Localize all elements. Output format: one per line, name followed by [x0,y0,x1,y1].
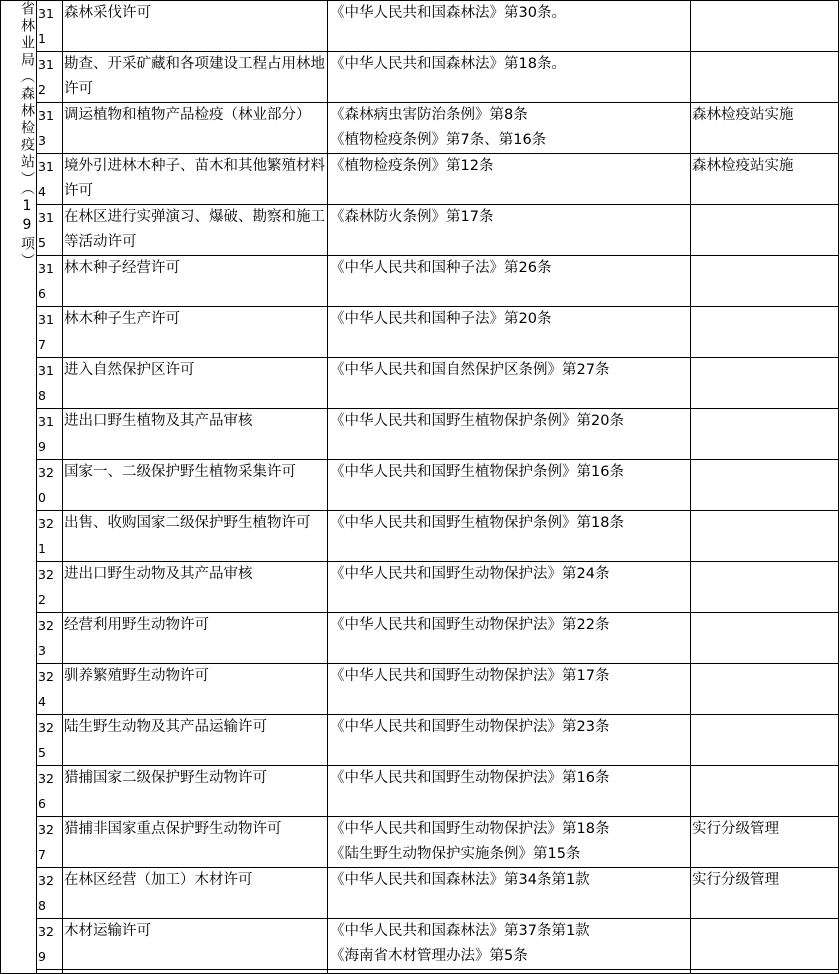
table-row [1,409,839,460]
item-name: 猎捕非国家重点保护野生动物许可 [63,817,328,868]
legal-basis-line: 《中华人民共和国森林法》第37条第1款 [330,923,590,939]
item-name: 驯养繁殖野生动物许可 [63,664,328,715]
table-row [1,766,839,817]
item-name: 进出口野生植物及其产品审核 [63,409,328,460]
note-cell [691,52,839,103]
item-number: 315 [37,205,63,256]
item-number: 320 [37,460,63,511]
note-cell [691,511,839,562]
legal-basis-cell [328,613,691,664]
department-label: 省林业局（森林检疫站）（19项） [19,1,35,270]
table-row [1,511,839,562]
note-cell [691,919,839,970]
legal-basis-cell [328,868,691,919]
item-name: 进入自然保护区许可 [63,358,328,409]
note-cell [691,460,839,511]
item-number: 318 [37,358,63,409]
empty-cell [328,970,691,974]
legal-basis-line: 《森林病虫害防治条例》第8条 [330,107,528,123]
legal-basis-cell [328,52,691,103]
note-cell [691,205,839,256]
legal-basis-line: 《陆生野生动物保护实施条例》第15条 [330,846,581,862]
item-number: 328 [37,868,63,919]
item-name: 出售、收购国家二级保护野生植物许可 [63,511,328,562]
legal-basis-line: 《海南省木材管理办法》第5条 [330,948,528,964]
legal-basis-cell [328,103,691,154]
note-cell [691,307,839,358]
item-name: 进出口野生动物及其产品审核 [63,562,328,613]
empty-cell [63,970,328,974]
item-number: 317 [37,307,63,358]
table-row [1,52,839,103]
note-cell [691,256,839,307]
legal-basis-line: 《中华人民共和国自然保护区条例》第27条 [330,362,610,378]
note-cell [691,358,839,409]
table-row [1,1,839,52]
legal-basis-line: 《中华人民共和国野生动物保护法》第23条 [330,719,610,735]
table-row [1,205,839,256]
item-name: 木材运输许可 [63,919,328,970]
legal-basis-line: 《中华人民共和国野生植物保护条例》第20条 [330,413,624,429]
note-cell: 森林检疫站实施 [691,154,839,205]
legal-basis-cell [328,409,691,460]
note-cell [691,766,839,817]
legal-basis-line: 《中华人民共和国野生动物保护法》第18条 [330,821,610,837]
item-number: 329 [37,919,63,970]
item-number: 321 [37,511,63,562]
legal-basis-line: 《中华人民共和国野生动物保护法》第16条 [330,770,610,786]
item-number: 324 [37,664,63,715]
legal-basis-line: 《中华人民共和国野生植物保护条例》第16条 [330,464,624,480]
legal-basis-cell [328,358,691,409]
item-number: 322 [37,562,63,613]
note-cell: 森林检疫站实施 [691,103,839,154]
table-row [1,307,839,358]
item-number: 323 [37,613,63,664]
legal-basis-line: 《植物检疫条例》第7条、第16条 [330,132,547,148]
item-name: 境外引进林木种子、苗木和其他繁殖材料许可 [63,154,328,205]
item-number: 326 [37,766,63,817]
legal-basis-cell [328,664,691,715]
table-row [1,154,839,205]
legal-basis-line: 《中华人民共和国种子法》第26条 [330,260,552,276]
legal-basis-cell [328,511,691,562]
legal-basis-cell [328,205,691,256]
legal-basis-cell [328,562,691,613]
table-body [1,1,839,974]
legal-basis-cell [328,817,691,868]
legal-basis-cell [328,460,691,511]
note-cell: 实行分级管理 [691,868,839,919]
legal-basis-cell [328,715,691,766]
item-name: 勘查、开采矿藏和各项建设工程占用林地许可 [63,52,328,103]
item-name: 经营利用野生动物许可 [63,613,328,664]
legal-basis-line: 《中华人民共和国野生动物保护法》第22条 [330,617,610,633]
legal-basis-line: 《中华人民共和国森林法》第18条。 [330,56,566,72]
note-cell [691,562,839,613]
item-name: 森林采伐许可 [63,1,328,52]
table-row [1,868,839,919]
item-name: 国家一、二级保护野生植物采集许可 [63,460,328,511]
note-cell [691,613,839,664]
item-number: 312 [37,52,63,103]
legal-basis-cell [328,766,691,817]
legal-basis-line: 《森林防火条例》第17条 [330,209,494,225]
table-row-partial [1,970,839,974]
empty-cell [37,970,63,974]
item-name: 在林区经营（加工）木材许可 [63,868,328,919]
table-row [1,562,839,613]
legal-basis-line: 《中华人民共和国野生植物保护条例》第18条 [330,515,624,531]
note-cell [691,664,839,715]
legal-basis-line: 《中华人民共和国森林法》第30条。 [330,5,566,21]
legal-basis-cell [328,154,691,205]
item-number: 316 [37,256,63,307]
item-name: 陆生野生动物及其产品运输许可 [63,715,328,766]
item-name: 林木种子生产许可 [63,307,328,358]
note-cell: 实行分级管理 [691,817,839,868]
item-number: 313 [37,103,63,154]
table-row [1,664,839,715]
table-row [1,613,839,664]
empty-cell [691,970,839,974]
note-cell [691,1,839,52]
item-number: 319 [37,409,63,460]
legal-basis-cell [328,1,691,52]
table-row [1,256,839,307]
department-cell [1,1,37,974]
note-cell [691,409,839,460]
table-row [1,460,839,511]
legal-basis-cell [328,307,691,358]
legal-basis-line: 《中华人民共和国森林法》第34条第1款 [330,872,590,888]
legal-basis-line: 《中华人民共和国野生动物保护法》第17条 [330,668,610,684]
table-row [1,358,839,409]
item-number: 325 [37,715,63,766]
item-name: 林木种子经营许可 [63,256,328,307]
legal-basis-cell [328,256,691,307]
table-row [1,103,839,154]
item-number: 311 [37,1,63,52]
legal-basis-line: 《植物检疫条例》第12条 [330,158,494,174]
legal-basis-line: 《中华人民共和国野生动物保护法》第24条 [330,566,610,582]
table-row [1,919,839,970]
item-name: 在林区进行实弹演习、爆破、勘察和施工等活动许可 [63,205,328,256]
table-row [1,715,839,766]
item-number: 314 [37,154,63,205]
item-name: 猎捕国家二级保护野生动物许可 [63,766,328,817]
table-row [1,817,839,868]
item-number: 327 [37,817,63,868]
item-name: 调运植物和植物产品检疫（林业部分） [63,103,328,154]
legal-basis-cell [328,919,691,970]
legal-basis-line: 《中华人民共和国种子法》第20条 [330,311,552,327]
note-cell [691,715,839,766]
